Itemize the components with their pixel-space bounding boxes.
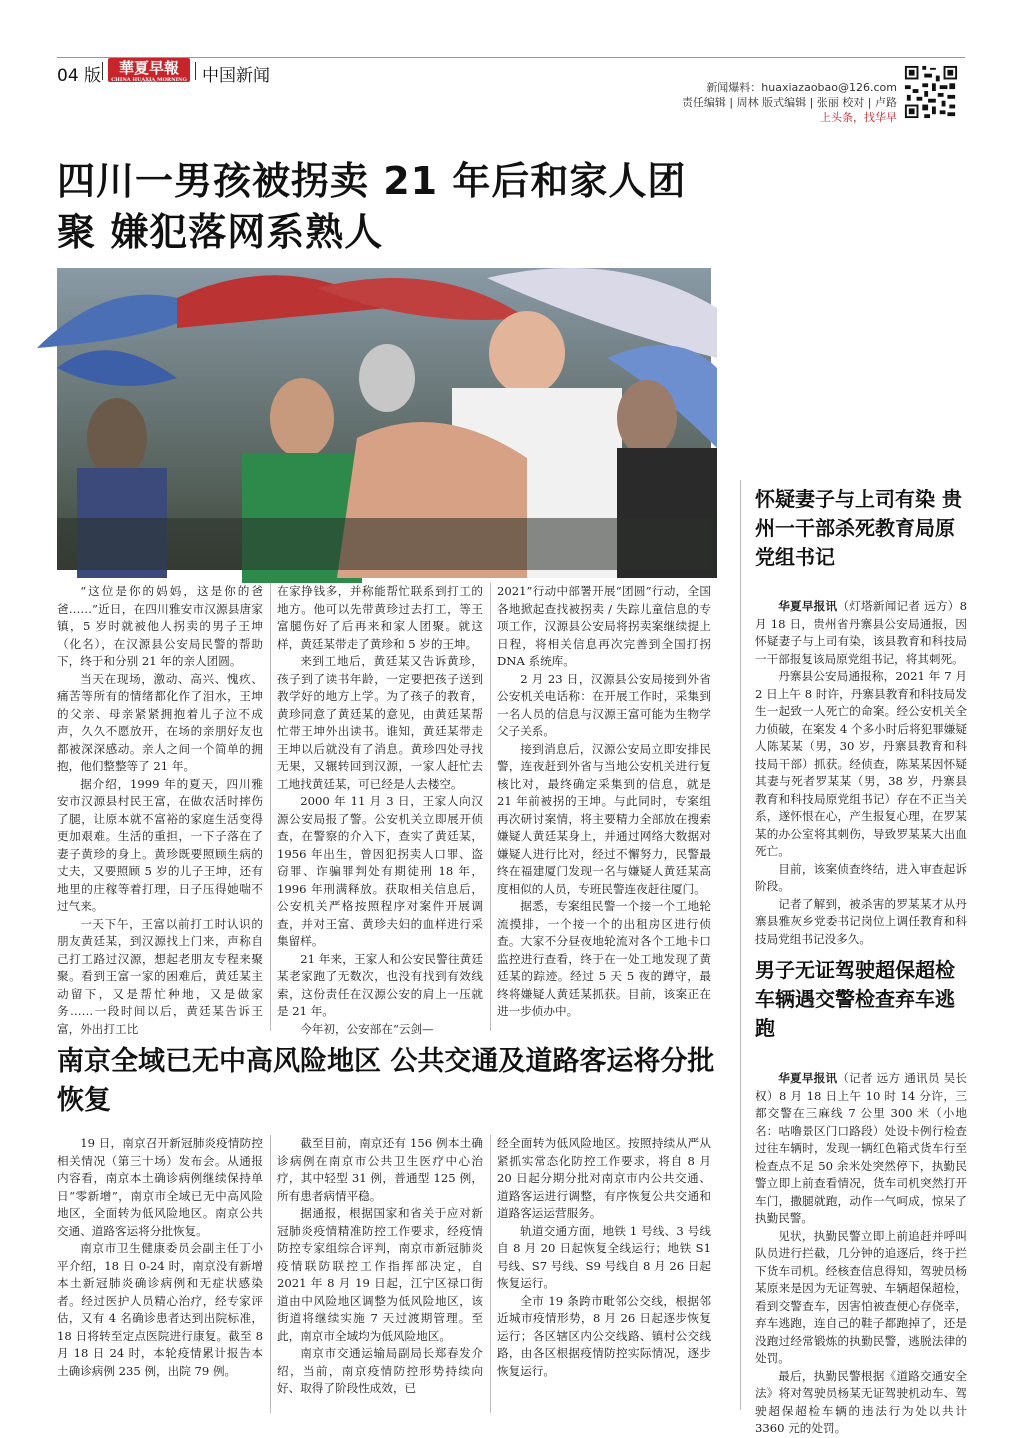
nanjing-column-3 [497, 1135, 711, 1420]
logo-text: 華夏早報 [118, 59, 179, 77]
paragraph: 经全面转为低风险地区。按照持续从严从紧抓实常态化防控工作要求，将自 8 月 20 日起分期分批对南京市内公共交通、道路客运进行调整，有序恢复公共交通和道路客运运营服务。 [497, 1136, 711, 1220]
slogan: 上头条，找华早 [820, 111, 897, 124]
paragraph: 据通报，根据国家和省关于应对新冠肺炎疫情精准防控工作要求，经疫情防控专家组综合评判，南京市新冠肺炎疫情联防联控工作指挥部决定，自 2021 年 8 月 19 日起，江宁区禄口街道由中风险地区调整为低风险地区，该街道将继续实施 7 天过渡期管理。至此，南京市全域均为低风险地区。 [277, 1206, 483, 1343]
paragraph: 丹寨县公安局通报称，2021 年 7 月 2 日上午 8 时许，丹寨县教育和科技局发生一起致一人死亡的命案。经公安机关全力侦破，在案发 4 个多小时后将犯罪嫌疑人陈某某（男，30 岁，丹寨县教育和科技局干部）抓获。经侦查，陈某某因怀疑其妻与死者罗某某（男，38 岁，丹寨县教育和科技局原党组书记）存在不正当关系，遂怀恨在心，产生报复心理，在罗某某的办公室将其刺伤，导致罗某某大出血死亡。 [755, 669, 967, 858]
page-number: 04 版 [57, 66, 102, 86]
paragraph: 目前，该案侦查终结，进入审查起诉阶段。 [755, 861, 967, 893]
news-source: 华夏早报讯 [778, 599, 838, 613]
news-photo [57, 268, 711, 570]
paragraph: 南京市卫生健康委员会副主任丁小平介绍，18 日 0-24 时，南京没有新增本土新冠肺炎确诊病例和无症状感染者。经过医护人员精心治疗，经专家评估，又有 4 名确诊患者达到出院标准，18 日将转至定点医院进行康复。截至 8 月 18 日 24 时，本轮疫情累计报告本土确诊病例 235 例，出院 79 例。 [57, 1241, 263, 1378]
column-rule [490, 1135, 491, 1413]
nanjing-column-1 [57, 1135, 263, 1420]
sidebar-rule [740, 480, 741, 1410]
paragraph: 截至目前，南京还有 156 例本土确诊病例在南京市公共卫生医疗中心治疗，其中轻型 31 例，普通型 125 例，所有患者病情平稳。 [277, 1136, 483, 1203]
paragraph: （灯塔新闻记者 远方）8 月 18 日，贵州省丹寨县公安局通报，因怀疑妻子与上司有染，该县教育和科技局一干部报复该局原党组书记，将其刺死。 [755, 599, 967, 666]
paragraph: 21 年来，王家人和公安民警往黄廷某老家跑了无数次，也没有找到有效线索，这份责任在汉源公安的肩上一压就是 21 年。 [277, 951, 483, 1018]
paragraph: 据悉，专案组民警一个接一个工地轮流摸排，一个接一个的出租房区进行侦查。大家不分昼夜地轮流对各个工地卡口监控进行查看，终于在一处工地发现了黄廷某的踪迹。经过 5 天 5 夜的蹲守，最终将嫌疑人黄廷某抓获。目前，该案正在进一步侦办中。 [497, 899, 711, 1018]
qr-code-icon[interactable] [903, 64, 959, 120]
logo-subtext: CHINA HUAXIA MORNING NEWS [111, 77, 187, 87]
paragraph: 据介绍，1999 年的夏天，四川雅安市汉源县村民王富，在做农活时摔伤了腿，让原本就不富裕的家庭生活变得更加艰难。生活的重担，一下子落在了妻子黄珍的身上。黄珍既要照顾生病的丈夫，又要照顾 5 岁的儿子王坤，还有地里的庄稼等着打理，日子压得她喘不过气来。 [57, 776, 263, 913]
main-story-column-3 [497, 583, 711, 1038]
driver-headline: 男子无证驾驶超保超检 车辆遇交警检查弃车逃跑 [755, 958, 955, 1040]
editor-credits: 责任编辑 | 周林 版式编辑 | 张丽 校对 | 卢路 [681, 96, 897, 109]
paragraph: 轨道交通方面，地铁 1 号线、3 号线自 8 月 20 日起恢复全线运行；地铁 S1 号线、S7 号线、S9 号线自 8 月 26 日起恢复运行。 [497, 1223, 712, 1290]
column-rule [270, 583, 271, 1031]
paragraph: 当天在现场，激动、高兴、愧疚、痛苦等所有的情绪都化作了泪水，王坤的父亲、母亲紧紧拥抱着儿子泣不成声，久久不愿放开，在场的亲朋好友也都被深深感动。亲人之间一个简单的拥抱，他们整整等了 21 年。 [57, 671, 263, 773]
paragraph: 19 日，南京召开新冠肺炎疫情防控相关情况（第三十场）发布会。从通报内容看，南京本土确诊病例继续保持单日“零新增”，南京市全域已无中高风险地区，全面转为低风险地区。南京公共交通、道路客运将分批恢复。 [57, 1136, 263, 1238]
nanjing-column-2 [277, 1135, 483, 1420]
top-rule [57, 57, 965, 58]
guizhou-headline: 怀疑妻子与上司有染 贵州一干部杀死教育局原党组书记 [755, 487, 962, 569]
paragraph: 见状，执勤民警立即上前追赶并呼叫队员进行拦截，几分钟的追逐后，终于拦下货车司机。经核查信息得知，驾驶员杨某原来是因为无证驾驶、车辆超保超检，看到交警查车，因害怕被查便心存侥幸，弃车逃跑，连自己的鞋子都跑掉了，还是没跑过经常锻炼的执勤民警，逃脱法律的处罚。 [755, 1228, 967, 1365]
paragraph: 一天下午，王富以前打工时认识的朋友黄廷某，到汉源找上门来，声称自己打工路过汉源，想起老朋友专程来聚聚。看到王富一家的困难后，黄廷某主动留下，又是帮忙种地，又是做家务……一段时间以后，黄廷某告诉王富，外出打工比 [57, 916, 263, 1036]
paragraph: 2 月 23 日，汉源县公安局接到外省公安机关电话称：在开展工作时，采集到一名人员的信息与汉源王富可能为生物学父子关系。 [497, 671, 711, 738]
header-divider [102, 62, 103, 80]
nanjing-headline: 南京全域已无中高风险地区 公共交通及道路客运将分批恢复 [57, 1046, 715, 1116]
paragraph: 南京市交通运输局副局长郑春发介绍，当前，南京疫情防控形势持续向好、取得了阶段性成效，已 [277, 1346, 483, 1395]
paragraph: 来到工地后，黄廷某又告诉黄珍，孩子到了读书年龄，一定要把孩子送到教学好的地方上学。为了孩子的教育，黄珍同意了黄廷某的意见，由黄廷某帮忙带王坤外出读书。谁知，黄廷某带走王坤以后就没有了消息。黄珍四处寻找无果，又辗转回到汉源，一家人赶忙去工地找黄廷某，可已经是人去楼空。 [277, 654, 483, 791]
column-rule [270, 1135, 271, 1413]
driver-body [755, 1070, 967, 1435]
paragraph: 今年初，公安部在“云剑— [300, 1021, 434, 1036]
paragraph: 记者了解到，被杀害的罗某某才从丹寨县雅灰乡党委书记岗位上调任教育和科技局党组书记没多久。 [755, 896, 967, 946]
header-divider [195, 62, 196, 80]
paragraph: 在家挣钱多，并称能帮忙联系到打工的地方。他可以先带黄珍过去打工，等王富腿伤好了后再来和家人团聚。就这样，黄廷某带走了黄珍和 5 岁的王坤。 [277, 584, 483, 651]
main-story-column-1 [57, 583, 263, 1038]
main-story-column-2 [277, 583, 483, 1038]
main-headline: 四川一男孩被拐卖 21 年后和家人团聚 嫌犯落网系熟人 [57, 159, 687, 254]
paragraph: 接到消息后，汉源公安局立即安排民警，连夜赶到外省与当地公安机关进行复核比对，最终确定采集到的信息，就是 21 年前被拐的王坤。与此同时，专案组再次研讨案情，将主要精力全部放在搜索嫌疑人黄廷某身上，并通过网络大数据对嫌疑人进行比对，经过不懈努力，民警最终在福建厦门发现一名与嫌疑人黄廷某高度相似的人员，专班民警连夜赶往厦门。 [497, 741, 711, 896]
paragraph: “这位是你的妈妈，这是你的爸爸……”近日，在四川雅安市汉源县唐家镇，5 岁时就被他人拐卖的男子王坤（化名），在汉源县公安局民警的帮助下，终于和分别 21 年的亲人团圆。 [57, 584, 263, 668]
paragraph: 2000 年 11 月 3 日，王家人向汉源公安局报了警。公安机关立即展开侦查，在警察的介入下，查实了黄廷某，1956 年出生，曾因犯拐卖人口罪、盗窃罪、诈骗罪判处有期徒刑 18 年，1996 年刑满释放。获取相关信息后，公安机关严格按照程序对案件开展调查，并对王富、黄珍夫妇的血样进行采集留样。 [277, 794, 483, 948]
header-contact [682, 80, 897, 125]
tip-email: 新闻爆料：huaxiazaobao@126.com [706, 81, 897, 94]
column-rule [490, 583, 491, 1031]
paragraph: 最后，执勤民警根据《道路交通安全法》将对驾驶员杨某无证驾驶机动车、驾驶超保超检车辆的违法行为处以共计 3360 元的处罚。 [755, 1368, 967, 1435]
paragraph: 全市 19 条跨市毗邻公交线，根据邻近城市疫情形势，8 月 26 日起逐步恢复运行；各区辖区内公交线路、镇村公交线路，由各区根据疫情防控实际情况，逐步恢复运行。 [497, 1293, 711, 1378]
news-source: 华夏早报讯 [778, 1071, 838, 1085]
guizhou-body [755, 598, 967, 946]
newspaper-logo [108, 58, 190, 87]
reunion-photo-illustration [57, 268, 711, 570]
paragraph: （记者 远方 通讯员 吴长权）8 月 18 日上午 10 时 14 分许，三都交警在三麻线 7 公里 300 米（小地名：咕噜景区门口路段）处设卡例行检查过往车辆时，发现一辆红色箱式货车行至检查点不足 50 余米处突然停下，执勤民警立即上前查看情况，货车司机突然打开车门，撒腿就跑，动作一气呵成，惊呆了执勤民警。 [755, 1071, 967, 1225]
paragraph: 2021”行动中部署开展“团圆”行动，全国各地掀起查找被拐卖 / 失踪儿童信息的专项工作，汉源县公安局将拐卖案继续提上日程，将相关信息再次完善到全国打拐 DNA 系统库。 [497, 584, 711, 668]
section-name: 中国新闻 [202, 66, 270, 86]
